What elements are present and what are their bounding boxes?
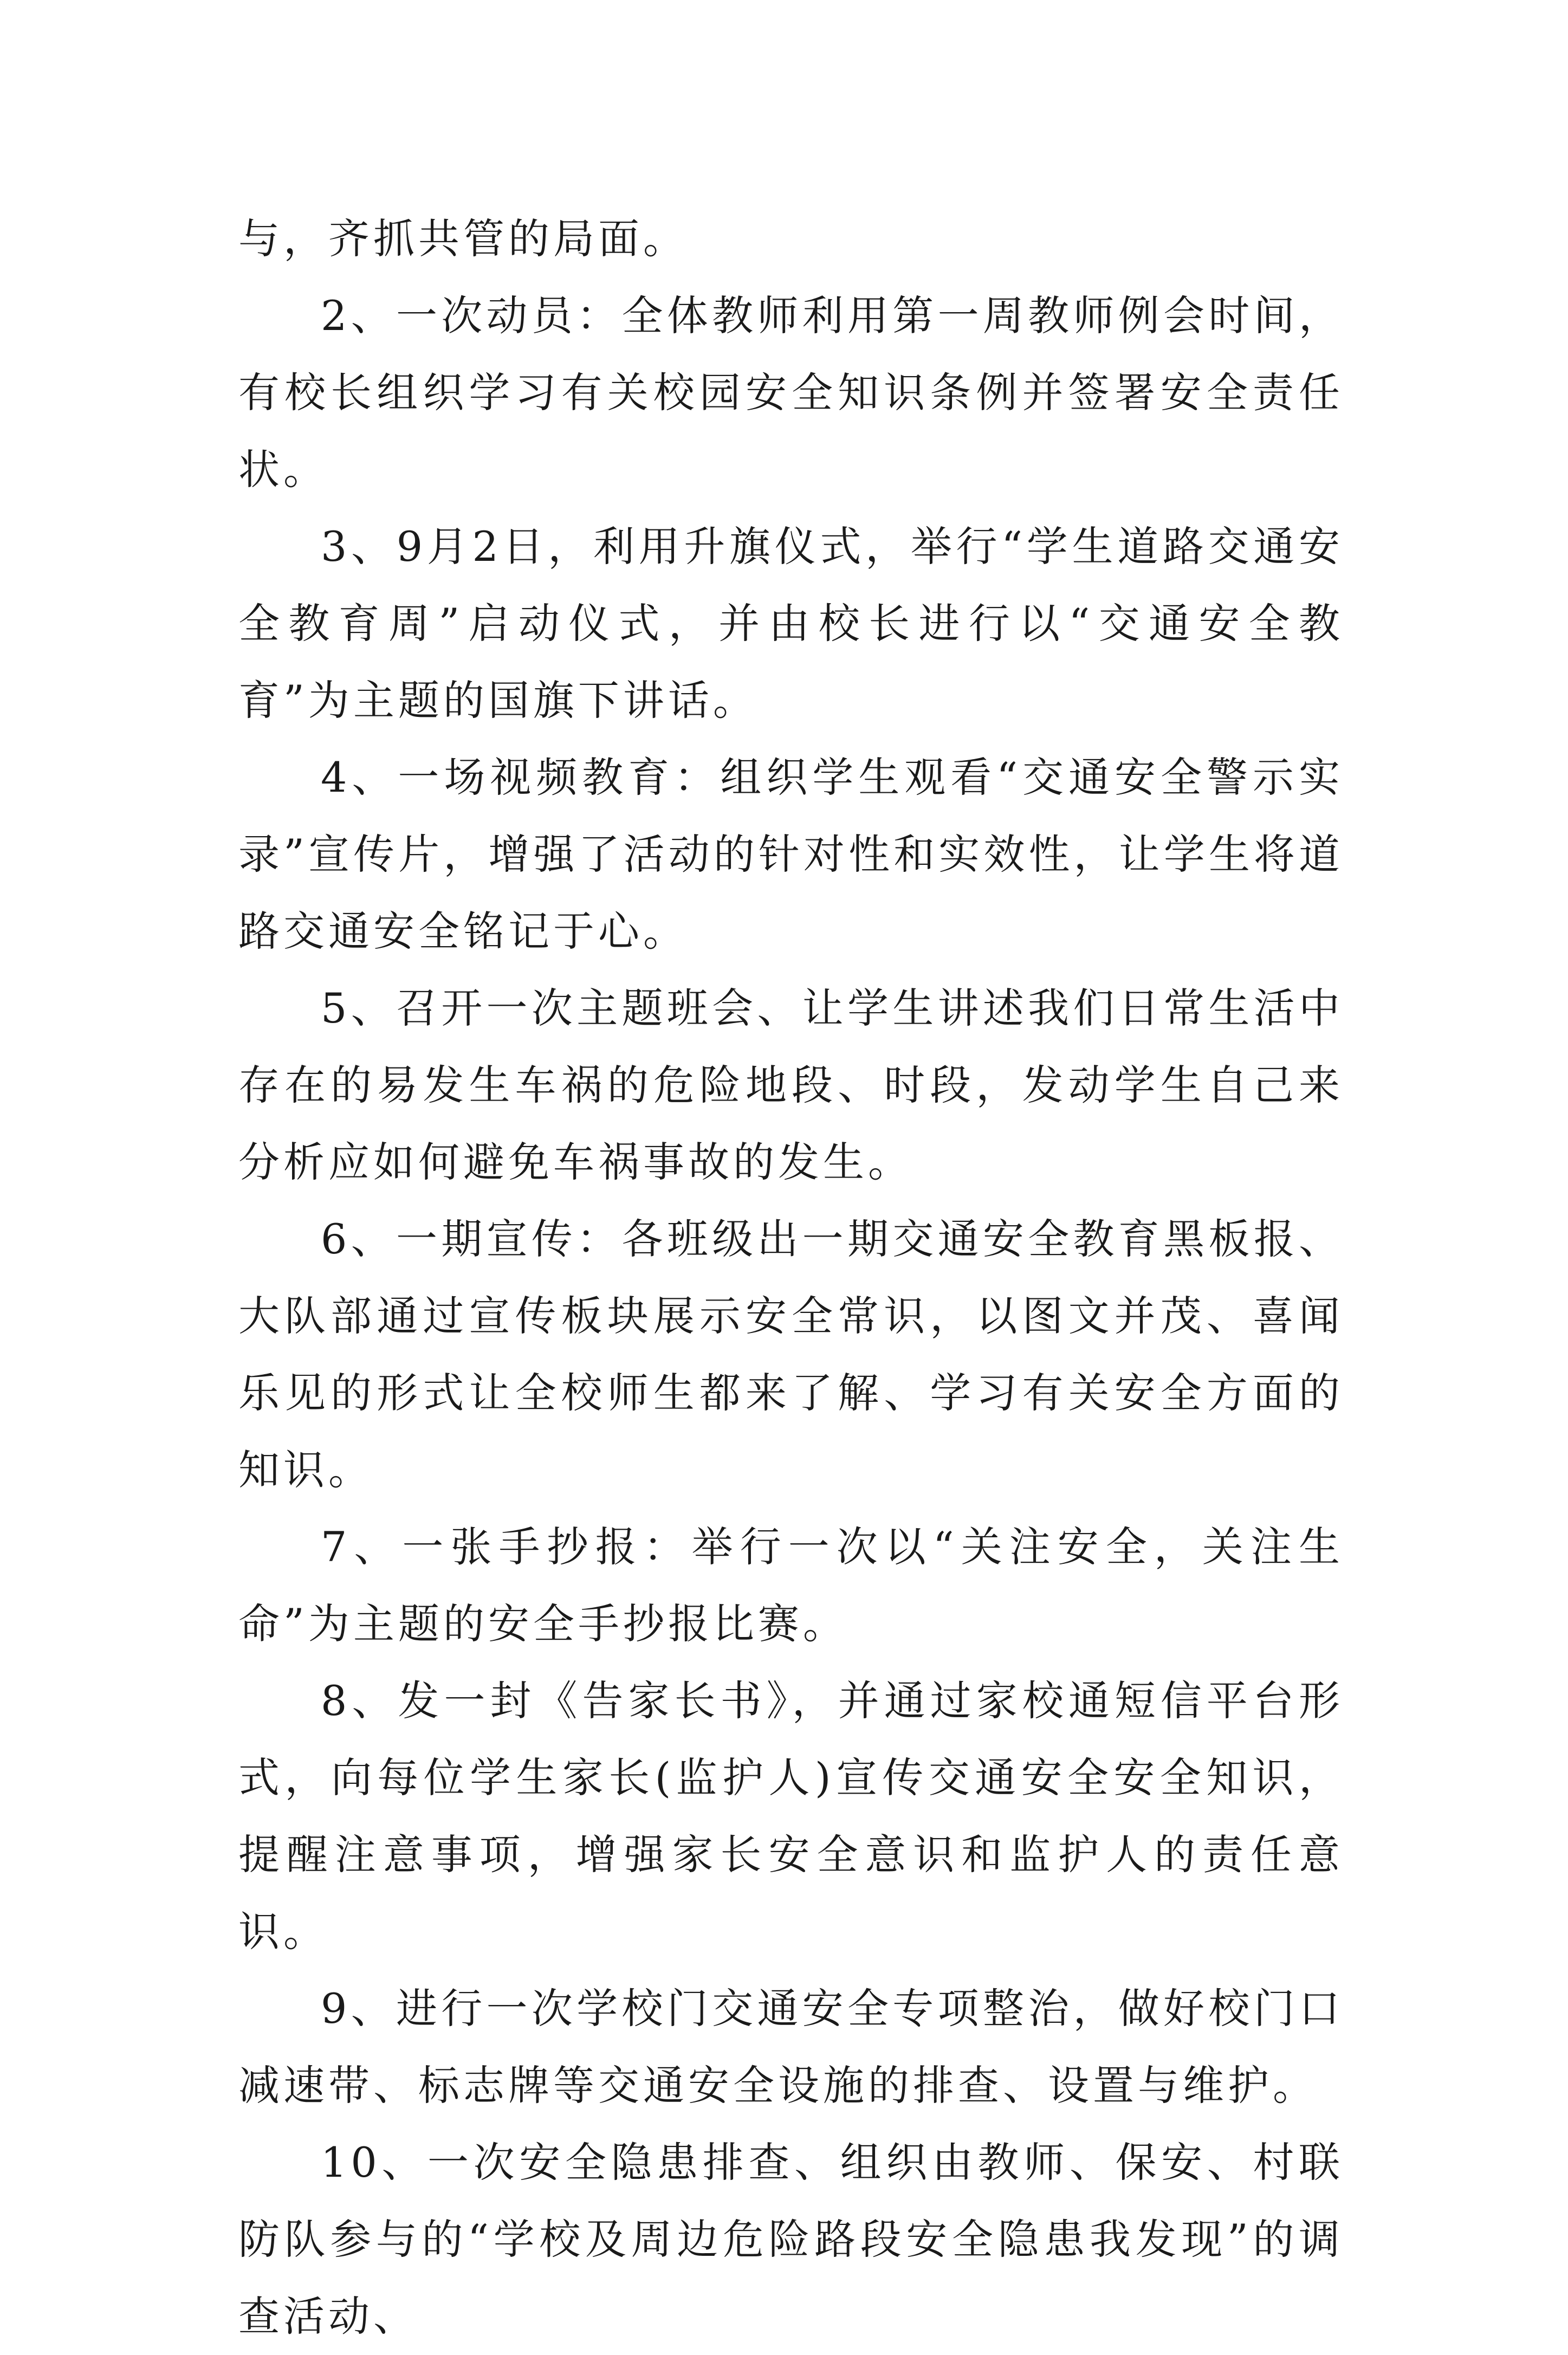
paragraph-item-10: 10、一次安全隐患排查、组织由教师、保安、村联防队参与的“学校及周边危险路段安全隐患我发现”的调查活动、 (238, 2138, 1344, 2340)
paragraph-item-4: 4、一场视频教育：组织学生观看“交通安全警示实录”宣传片，增强了活动的针对性和实效性，让学生将道路交通安全铭记于心。 (238, 753, 1344, 955)
paragraph-item-2: 2、一次动员：全体教师利用第一周教师例会时间，有校长组织学习有关校园安全知识条例并签署安全责任状。 (238, 292, 1344, 494)
paragraph-item-6: 6、一期宣传：各班级出一期交通安全教育黑板报、大队部通过宣传板块展示安全常识，以图文并茂、喜闻乐见的形式让全校师生都来了解、学习有关安全方面的知识。 (238, 1215, 1344, 1494)
paragraph-item-9: 9、进行一次学校门交通安全专项整治，做好校门口减速带、标志牌等交通安全设施的排查、设置与维护。 (238, 1984, 1344, 2110)
paragraph-item-5: 5、召开一次主题班会、让学生讲述我们日常生活中存在的易发生车祸的危险地段、时段，发动学生自己来分析应如何避免车祸事故的发生。 (238, 984, 1344, 1186)
paragraph-item-7: 7、一张手抄报：举行一次以“关注安全，关注生命”为主题的安全手抄报比赛。 (238, 1523, 1344, 1648)
paragraph-continuation: 与，齐抓共管的局面。 (238, 215, 688, 263)
paragraph-item-3: 3、9月2日，利用升旗仪式，举行“学生道路交通安全教育周”启动仪式，并由校长进行以“交通安全教育”为主题的国旗下讲话。 (238, 522, 1344, 724)
document-body (238, 200, 1344, 2355)
paragraph-item-8: 8、发一封《告家长书》，并通过家校通短信平台形式，向每位学生家长(监护人)宣传交通安全安全知识，提醒注意事项，增强家长安全意识和监护人的责任意识。 (238, 1677, 1344, 1956)
